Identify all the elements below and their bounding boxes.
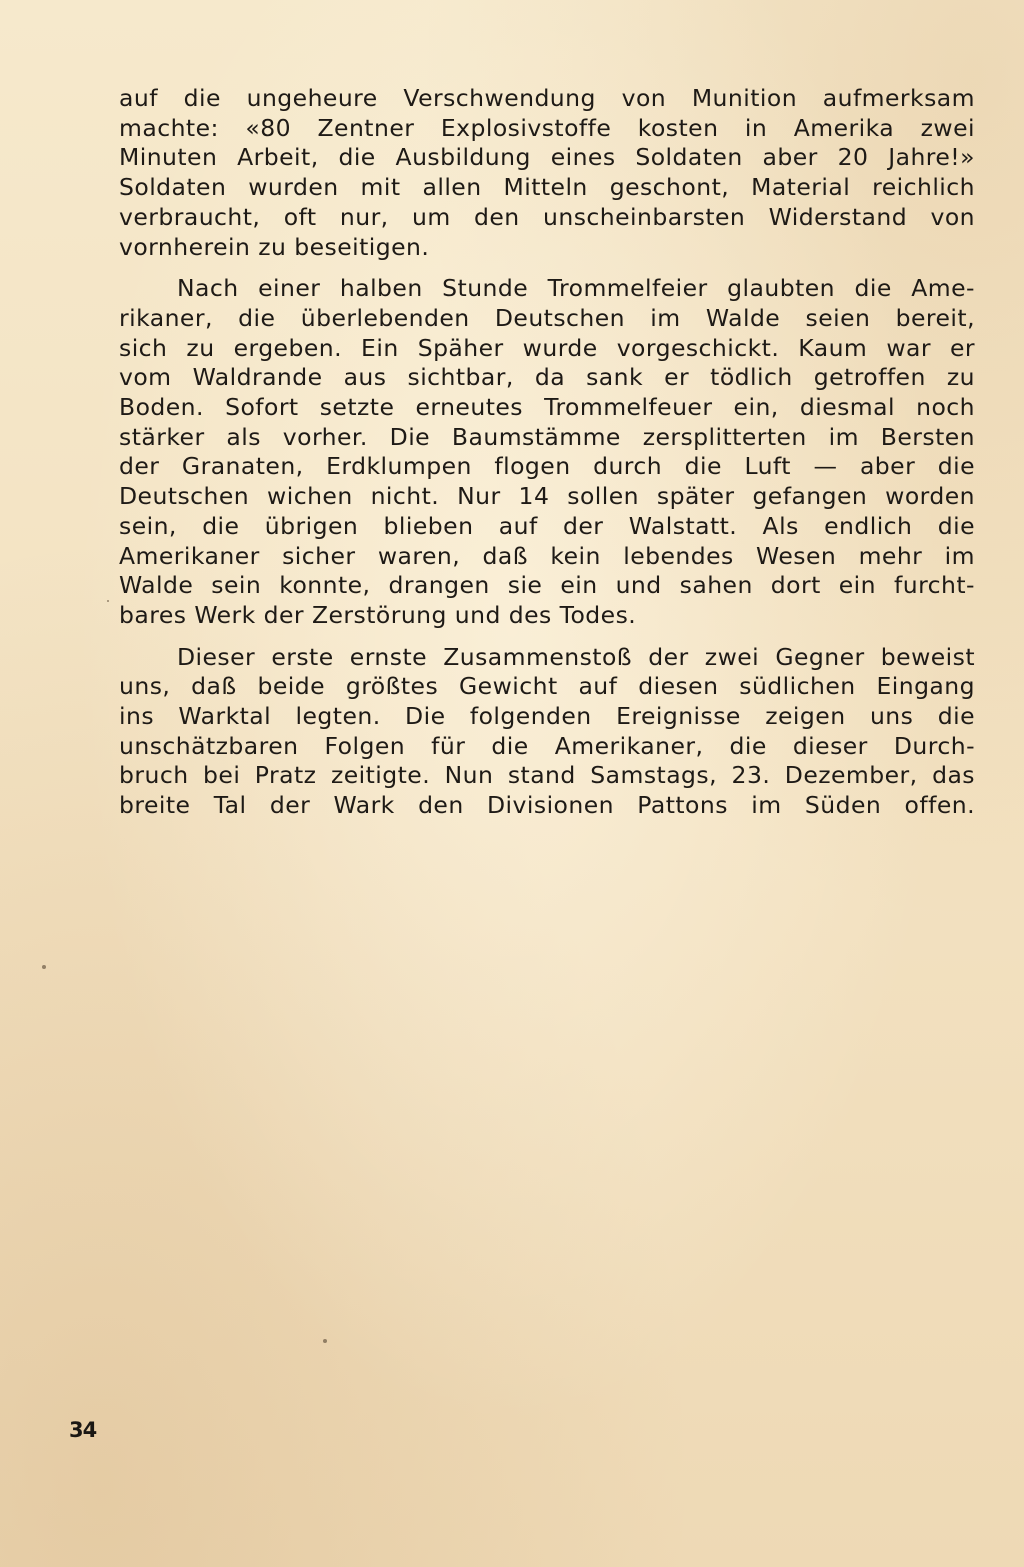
text-line: Nach einer halben Stunde Trommelfeier glaubten die Ame- <box>177 274 975 303</box>
text-line: Soldaten wurden mit allen Mitteln geschont, Material reichlich <box>119 173 975 202</box>
text-line: rikaner, die überlebenden Deutschen im Walde seien bereit, <box>119 303 975 332</box>
text-line: Dieser erste ernste Zusammenstoß der zwei Gegner beweist <box>177 642 975 671</box>
paper-speck <box>42 965 46 969</box>
text-line: Deutschen wichen nicht. Nur 14 sollen später gefangen worden <box>119 482 975 511</box>
text-line: vom Waldrande aus sichtbar, da sank er tödlich getroffen zu <box>119 363 975 392</box>
text-line: uns, daß beide größtes Gewicht auf diesen südlichen Eingang <box>119 672 975 701</box>
text-line: sein, die übrigen blieben auf der Walstatt. Als endlich die <box>119 511 975 540</box>
text-line: Minuten Arbeit, die Ausbildung eines Soldaten aber 20 Jahre!» <box>119 143 975 172</box>
text-line: stärker als vorher. Die Baumstämme zersplitterten im Bersten <box>119 422 975 451</box>
text-line: der Granaten, Erdklumpen flogen durch die Luft — aber die <box>119 452 975 481</box>
text-line: ins Warktal legten. Die folgenden Ereignisse zeigen uns die <box>119 702 975 731</box>
paragraph-3 <box>119 643 975 821</box>
text-line: Walde sein konnte, drangen sie ein und sahen dort ein furcht- <box>119 571 975 600</box>
paper-speck <box>323 1339 327 1343</box>
paragraph-1 <box>119 84 975 262</box>
text-line: sich zu ergeben. Ein Späher wurde vorgeschickt. Kaum war er <box>119 333 975 362</box>
text-line: Boden. Sofort setzte erneutes Trommelfeuer ein, diesmal noch <box>119 393 975 422</box>
body-text <box>119 84 975 833</box>
page-number: 34 <box>69 1418 97 1442</box>
text-line: verbraucht, oft nur, um den unscheinbarsten Widerstand von <box>119 202 975 231</box>
text-line: vornherein zu beseitigen. <box>119 232 430 261</box>
paragraph-2 <box>119 274 975 630</box>
text-line: machte: «80 Zentner Explosivstoffe kosten in Amerika zwei <box>119 113 975 142</box>
text-line: auf die ungeheure Verschwendung von Munition aufmerksam <box>119 84 975 112</box>
text-line: bruch bei Pratz zeitigte. Nun stand Samstags, 23. Dezember, das <box>119 761 975 790</box>
text-line: Amerikaner sicher waren, daß kein lebendes Wesen mehr im <box>119 541 975 570</box>
text-line: bares Werk der Zerstörung und des Todes. <box>119 600 637 629</box>
text-line: breite Tal der Wark den Divisionen Pattons im Süden offen. <box>119 791 975 820</box>
paper-speck <box>107 600 109 602</box>
text-line: unschätzbaren Folgen für die Amerikaner, die dieser Durch- <box>119 731 975 760</box>
